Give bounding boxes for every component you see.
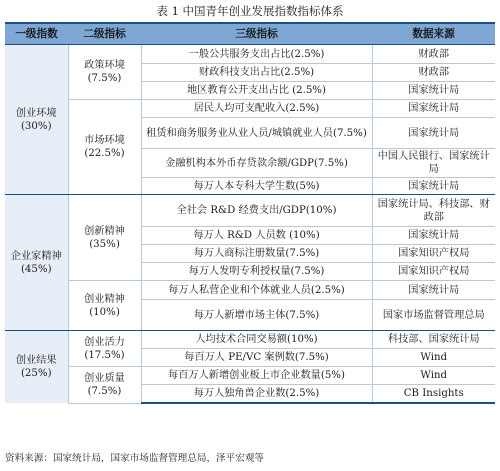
level1-index: 创业环境 (30%)	[5, 45, 68, 195]
level3-indicator: 每百万人新增创业板上市企业数量(5%)	[141, 367, 372, 385]
level3-indicator: 每万人本专科大学生数(5%)	[141, 178, 372, 195]
level3-indicator: 每万人私营企业和个体就业人员(2.5%)	[141, 281, 372, 300]
table-row	[5, 331, 495, 349]
data-source: 国家知识产权局	[372, 245, 495, 263]
level3-indicator: 每万人商标注册数量(7.5%)	[141, 245, 372, 263]
data-source: 国家统计局、科技部、财政部	[372, 195, 495, 227]
table-row	[5, 100, 495, 118]
table-header-row	[5, 23, 495, 45]
level3-indicator: 金融机构本外币存贷款余额/GDP(7.5%)	[141, 149, 372, 178]
table-row	[5, 45, 495, 64]
level2-indicator: 市场环境 (22.5%)	[68, 100, 141, 195]
table-row	[5, 195, 495, 227]
level1-index: 创业结果 (25%)	[5, 331, 68, 404]
level3-indicator: 人均技术合同交易额(10%)	[141, 331, 372, 349]
level2-indicator: 创业活力 (17.5%)	[68, 331, 141, 367]
table-row	[5, 281, 495, 300]
header-level1: 一级指数	[5, 23, 68, 45]
table-row	[5, 367, 495, 385]
data-source: 财政部	[372, 64, 495, 82]
level3-indicator: 每万人独角兽企业数(2.5%)	[141, 385, 372, 404]
data-source: 国家知识产权局	[372, 263, 495, 281]
data-source: 国家统计局	[372, 178, 495, 195]
table-body	[5, 45, 495, 404]
data-source: Wind	[372, 367, 495, 385]
level3-indicator: 居民人均可支配收入(2.5%)	[141, 100, 372, 118]
data-source: 中国人民银行、国家统计局	[372, 149, 495, 178]
indicator-table	[5, 22, 495, 404]
data-source: 国家统计局	[372, 82, 495, 100]
header-level2: 二级指标	[68, 23, 141, 45]
level3-indicator: 地区教育公开支出占比 (2.5%)	[141, 82, 372, 100]
level2-indicator: 创业精神 (10%)	[68, 281, 141, 331]
data-source: 国家统计局	[372, 100, 495, 118]
data-source: CB Insights	[372, 385, 495, 404]
level2-indicator: 创新精神 (35%)	[68, 195, 141, 281]
level3-indicator: 每万人发明专利授权量(7.5%)	[141, 263, 372, 281]
header-level3: 三级指标	[141, 23, 372, 45]
level3-indicator: 每百万人 PE/VC 案例数(7.5%)	[141, 349, 372, 367]
data-source: 国家统计局	[372, 118, 495, 149]
level3-indicator: 一般公共服务支出占比(2.5%)	[141, 45, 372, 64]
data-source: 国家统计局	[372, 281, 495, 300]
data-source: 财政部	[372, 45, 495, 64]
data-source: 科技部、国家统计局	[372, 331, 495, 349]
level3-indicator: 财政科技支出占比(2.5%)	[141, 64, 372, 82]
level3-indicator: 全社会 R&D 经费支出/GDP(10%)	[141, 195, 372, 227]
source-note: 资料来源：国家统计局，国家市场监督管理总局，泽平宏观等	[5, 453, 265, 464]
level3-indicator: 每万人新增市场主体(7.5%)	[141, 300, 372, 331]
level3-indicator: 租赁和商务服务业从业人员/城镇就业人员(7.5%)	[141, 118, 372, 149]
header-source: 数据来源	[372, 23, 495, 45]
level2-indicator: 创业质量 (7.5%)	[68, 367, 141, 404]
level1-index: 企业家精神 (45%)	[5, 195, 68, 331]
level2-indicator: 政策环境 (7.5%)	[68, 45, 141, 100]
table-caption: 表 1 中国青年创业发展指数指标体系	[156, 4, 344, 18]
level3-indicator: 每万人 R&D 人员数 (10%)	[141, 227, 372, 245]
data-source: Wind	[372, 349, 495, 367]
data-source: 国家统计局	[372, 227, 495, 245]
data-source: 国家市场监督管理总局	[372, 300, 495, 331]
